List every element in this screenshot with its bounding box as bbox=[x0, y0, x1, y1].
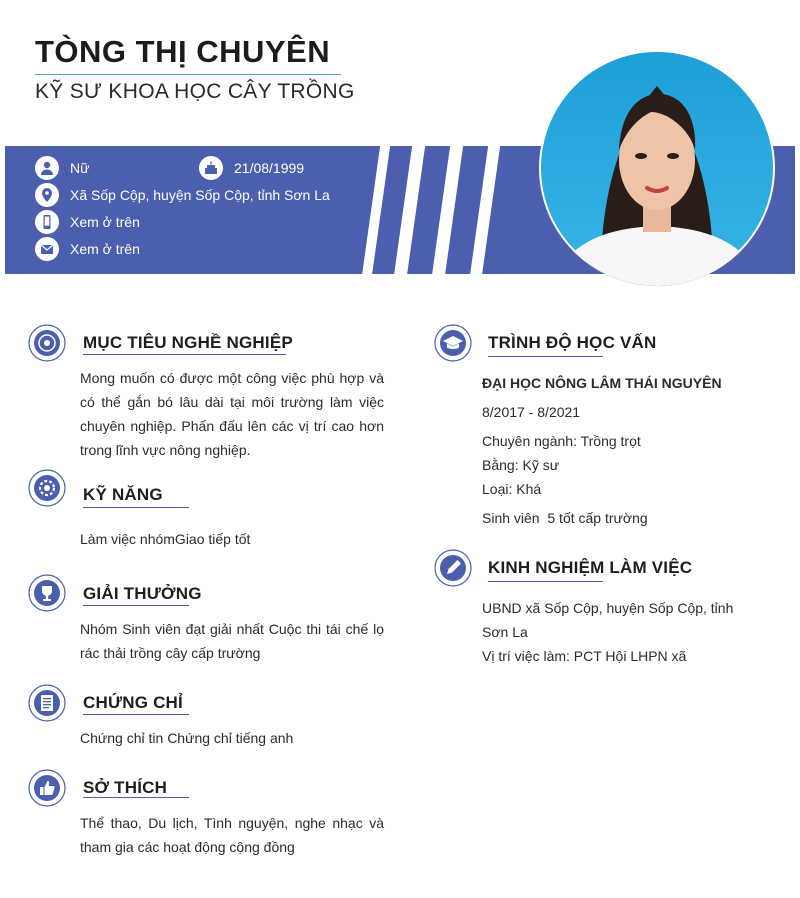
candidate-name: TÒNG THỊ CHUYÊN bbox=[35, 34, 331, 69]
birthday-row bbox=[199, 156, 304, 180]
cake-icon bbox=[199, 156, 223, 180]
hobbies-heading: SỞ THÍCH bbox=[83, 778, 168, 797]
certificates-heading: CHỨNG CHỈ bbox=[83, 693, 183, 712]
experience-heading: KINH NGHIỆM LÀM VIỆC bbox=[488, 558, 693, 577]
gender-value: Nữ bbox=[70, 160, 90, 176]
email-value: Xem ở trên bbox=[70, 241, 140, 257]
education-underline bbox=[488, 356, 603, 357]
education-degree: Bằng: Kỹ sư bbox=[482, 457, 560, 473]
skills-heading: KỸ NĂNG bbox=[83, 485, 163, 504]
graduation-cap-icon bbox=[433, 323, 473, 363]
phone-row bbox=[35, 210, 140, 234]
education-heading: TRÌNH ĐỘ HỌC VẤN bbox=[488, 333, 657, 352]
awards-underline bbox=[83, 605, 189, 606]
person-icon bbox=[35, 156, 59, 180]
job-title: KỸ SƯ KHOA HỌC CÂY TRỒNG bbox=[35, 80, 355, 103]
document-icon bbox=[27, 683, 67, 723]
trophy-icon bbox=[27, 573, 67, 613]
objective-heading: MỤC TIÊU NGHỀ NGHIỆP bbox=[83, 333, 293, 352]
experience-company: UBND xã Sốp Cộp, huyện Sốp Cộp, tỉnh Sơn La bbox=[482, 600, 734, 640]
gender-row bbox=[35, 156, 89, 180]
objective-underline bbox=[83, 354, 286, 355]
gear-icon bbox=[27, 468, 67, 508]
education-major: Chuyên ngành: Trồng trọt bbox=[482, 433, 641, 449]
objective-text: Mong muốn có được một công việc phù hợp và có thể gắn bó lâu dài tại môi trường làm việc chuyên nghiệp. Phấn đấu lên các vị trí cao hơn trong lĩnh vực nông nghiệp. bbox=[80, 370, 384, 458]
phone-value: Xem ở trên bbox=[70, 214, 140, 230]
awards-heading: GIẢI THƯỞNG bbox=[83, 584, 202, 603]
thumbs-up-icon bbox=[27, 768, 67, 808]
decorative-stripe bbox=[360, 146, 391, 274]
skills-text: Làm việc nhómGiao tiếp tốt bbox=[80, 531, 251, 547]
target-icon bbox=[27, 323, 67, 363]
location-pin-icon bbox=[35, 183, 59, 207]
email-row bbox=[35, 237, 140, 261]
hobbies-underline bbox=[83, 797, 189, 798]
phone-icon bbox=[35, 210, 59, 234]
hobbies-text: Thể thao, Du lịch, Tình nguyện, nghe nhạc và tham gia các hoạt động cộng đồng bbox=[80, 815, 384, 855]
decorative-stripe bbox=[468, 146, 501, 274]
address-row bbox=[35, 183, 330, 207]
title-divider bbox=[35, 74, 341, 75]
education-grade: Loại: Khá bbox=[482, 481, 542, 497]
education-school: ĐẠI HỌC NÔNG LÂM THÁI NGUYÊN bbox=[482, 375, 722, 391]
experience-underline bbox=[488, 581, 603, 582]
certificates-text: Chứng chỉ tin Chứng chỉ tiếng anh bbox=[80, 730, 294, 746]
certificates-underline bbox=[83, 714, 189, 715]
decorative-stripe bbox=[430, 146, 464, 274]
education-period: 8/2017 - 8/2021 bbox=[482, 404, 581, 420]
mail-icon bbox=[35, 237, 59, 261]
awards-text: Nhóm Sinh viên đạt giải nhất Cuộc thi tái chế lọ rác thải trồng cây cấp trường bbox=[80, 621, 384, 661]
skills-underline bbox=[83, 507, 189, 508]
experience-position: Vị trí việc làm: PCT Hội LHPN xã bbox=[482, 648, 687, 664]
address-value: Xã Sốp Cộp, huyện Sốp Cộp, tỉnh Sơn La bbox=[70, 187, 330, 203]
education-note: Sinh viên 5 tốt cấp trường bbox=[482, 510, 648, 526]
birthday-value: 21/08/1999 bbox=[234, 160, 305, 176]
decorative-stripe bbox=[392, 146, 426, 274]
profile-photo bbox=[539, 50, 775, 286]
pen-icon bbox=[433, 548, 473, 588]
